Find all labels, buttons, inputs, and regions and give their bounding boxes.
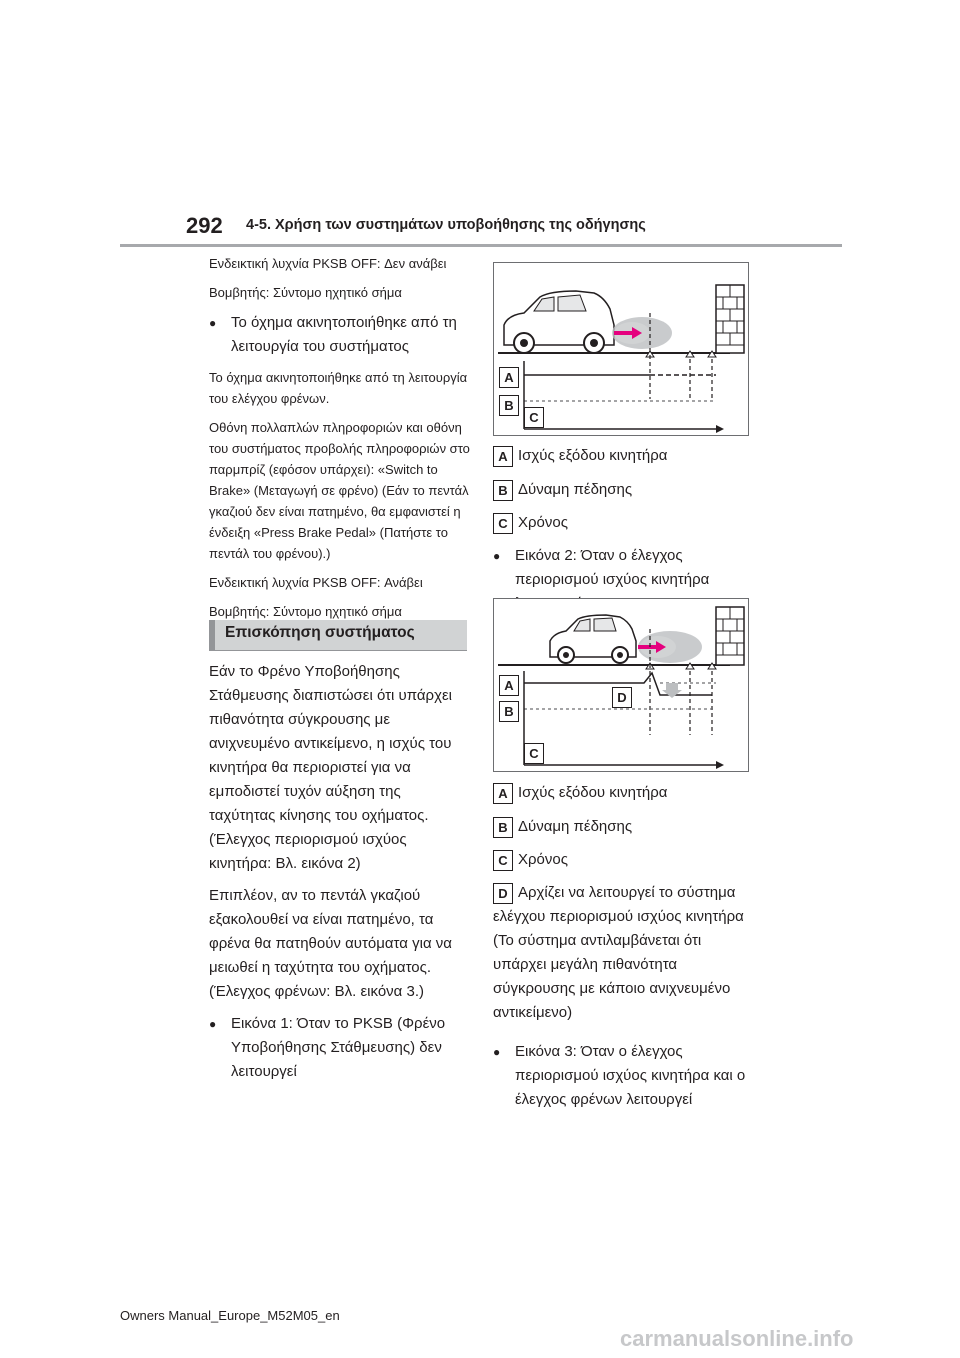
legend-2-item-d [493,881,755,1025]
header-divider [120,244,842,247]
figure-1 [493,262,749,436]
figure-2-label-a: A [499,675,519,696]
legend-2-item-c [493,848,568,872]
legend-1-item-c [493,511,568,535]
watermark: carmanualsonline.info [620,1326,854,1351]
section-heading-text: Επισκόπηση συστήματος [225,624,415,641]
bullet-figure-1: ● Εικόνα 1: Όταν το PKSB (Φρένο Υποβοήθησης Στάθμευσης) δεν λειτουργεί [209,1012,471,1084]
bullet-immobilized: ● Το όχημα ακινητοποιήθηκε από τη λειτουργία του συστήματος [209,311,471,359]
page-number: 292 [186,213,223,238]
display-message-text: Οθόνη πολλαπλών πληροφοριών και οθόνη του συστήματος προβολής πληροφοριών στο παρμπρίζ (εφόσον υπάρχει): «Switch to Brake» (Μεταγωγή σε φρένο) (Εάν το πεντάλ γκαζιού δεν είναι πατημένο, θα εμφανιστεί η ένδειξη «Press Brake Pedal» (Πατήστε το πεντάλ του φρένου).) [209,420,470,561]
figure-2-label-b: B [499,701,519,722]
legend-text: Αρχίζει να λειτουργεί το σύστημα ελέγχου περιορισμού ισχύος κινητήρα (Το σύστημα αντιλαμβάνεται ότι υπάρχει μεγάλη πιθανότητα σύγκρουσης με κάποιο ανιχνευμένο αντικείμενο) [493,884,744,1022]
legend-tag: A [493,783,513,804]
bullet-figure-3: ● Εικόνα 3: Όταν ο έλεγχος περιορισμού ισχύος κινητήρα και ο έλεγχος φρένων λειτουργεί [493,1040,755,1112]
down-arrow-icon [662,690,682,698]
legend-2-item-a [493,781,667,805]
footer-manual-id: Owners Manual_Europe_M52M05_en [120,1308,340,1323]
legend-1-item-b [493,478,632,502]
buzzer-text-2: Βομβητής: Σύντομο ηχητικό σήμα [209,604,402,619]
section-heading-rule [209,650,467,651]
legend-text: Δύναμη πέδησης [518,481,633,499]
bullet-figure-3-block [493,1040,755,1112]
legend-tag: B [493,480,513,501]
pksb-off-light-text: Ενδεικτική λυχνία PKSB OFF: Δεν ανάβει [209,256,447,271]
bullet-figure-2: ● Εικόνα 2: Όταν ο έλεγχος περιορισμού ισχύος κινητήρα [493,544,755,616]
figure-1-label-a: A [499,367,519,388]
immobilized-text: Το όχημα ακινητοποιήθηκε από τη λειτουργία του ελέγχου φρένων. [209,370,468,406]
legend-2-item-b [493,815,632,839]
legend-tag: B [493,817,513,838]
overview-paragraph-2: Επιπλέον, αν το πεντάλ γκαζιού εξακολουθεί να είναι πατημένο, τα φρένα θα πατηθούν αυτόματα για να μειωθεί η ταχύτητα του οχήματος. (Έλεγχος φρένων: Βλ. εικόνα 3.) [209,887,452,1000]
figure-1-label-c: C [524,407,544,428]
figure-2 [493,598,749,772]
legend-text: Χρόνος [518,851,568,869]
buzzer-text: Βομβητής: Σύντομο ηχητικό σήμα [209,285,402,300]
figure-2-label-d: D [612,687,632,708]
figure-1-label-b: B [499,395,519,416]
legend-text: Δύναμη πέδησης [518,818,633,836]
pksb-off-light-text-2: Ενδεικτική λυχνία PKSB OFF: Ανάβει [209,575,423,590]
legend-tag: D [493,883,513,904]
legend-tag: A [493,446,513,467]
left-column-top [209,253,471,630]
section-heading [209,620,467,650]
overview-paragraph-1: Εάν το Φρένο Υποβοήθησης Στάθμευσης διαπιστώσει ότι υπάρχει πιθανότητα σύγκρουσης με ανιχνευμένο αντικείμενο, η ισχύς του κινητήρα θα περιοριστεί για να εμποδιστεί τυχόν αύξηση της ταχύτητας κίνησης του οχήματος. (Έλεγχος περιορισμού ισχύος κινητήρα: Βλ. εικόνα 2) [209,663,452,872]
legend-tag: C [493,850,513,871]
figure-2-label-c: C [524,743,544,764]
left-column-overview [209,660,471,1092]
section-title: 4-5. Χρήση των συστημάτων υποβοήθησης της οδήγησης [246,217,646,233]
legend-tag: C [493,513,513,534]
legend-1-item-a [493,444,667,468]
legend-text: Χρόνος [518,514,568,532]
legend-text: Ισχύς εξόδου κινητήρα [518,447,668,465]
legend-text: Ισχύς εξόδου κινητήρα [518,784,668,802]
